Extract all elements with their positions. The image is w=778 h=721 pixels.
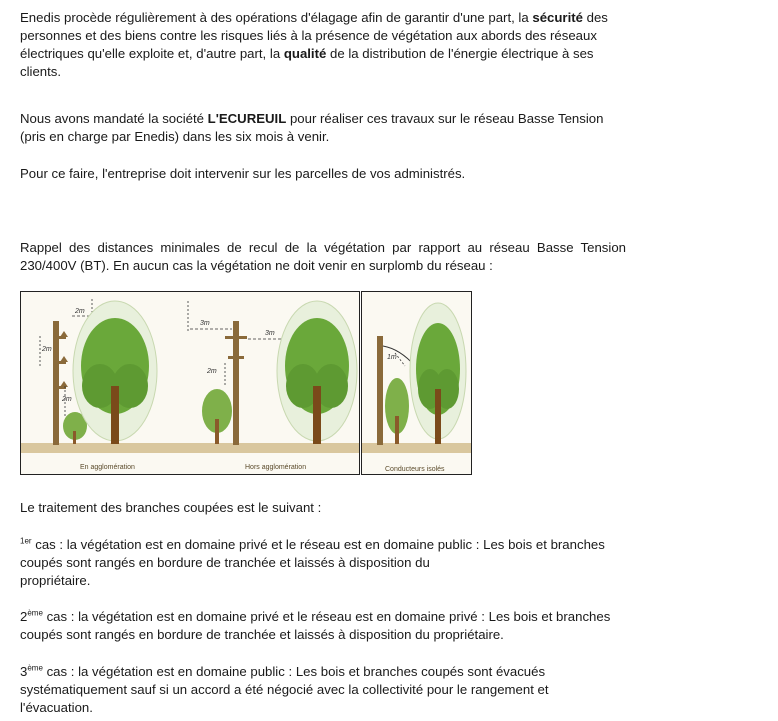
case-3 [20,663,580,717]
mandate-text-1: Nous avons mandaté la société [20,111,208,126]
dim-p3: 1m [387,354,397,361]
mandate-paragraph [20,110,630,146]
pole-3 [377,336,383,445]
rappel-paragraph: Rappel des distances minimales de recul de la végétation par rapport au réseau Basse Tension 230/400V (BT). En aucun cas la végétation ne doit venir en surplomb du réseau : [20,240,626,273]
intro-paragraph [20,9,630,81]
panel-label-hors-agglomeration: Hors agglomération [245,464,307,471]
pole-2 [233,321,239,445]
case-1-text-end: propriétaire. [20,573,91,588]
ground-strip-1 [21,443,359,453]
intro-bold-qualite: qualité [283,46,327,61]
case-2-number: 2 [20,609,28,624]
dim-p1-low: 2m [62,396,72,403]
intro-bold-securite: sécurité [532,10,583,25]
case-3-number: 3 [20,664,28,679]
dim-p1-side: 2m [42,346,52,353]
case-3-text: cas : la végétation est en domaine public : Les bois et branches coupés sont évacués systématiquement sauf si un accord a été négocié avec la collectivité pour le rangement et l'évacuation. [20,664,549,715]
traitement-heading: Le traitement des branches coupées est le suivant : [20,500,322,515]
panel-label-conducteurs-isoles: Conducteurs isolés [385,466,445,473]
tree-trunk-1 [111,386,119,444]
case-2-ordinal: ème [27,608,43,618]
case-1-text: cas : la végétation est en domaine privé et le réseau est en domaine public : Les bois et branches coupés sont rangés en bordure de tranchée et laissés à disposition du [20,537,605,570]
case-2-text: cas : la végétation est en domaine privé et le réseau est en domaine privé : Les bois et branches coupés sont rangés en bordure de tranchée et laissés à disposition du propriétaire. [20,609,611,642]
panel-label-agglomeration: En agglomération [80,464,135,471]
dim-p2-right: 3m [265,330,275,337]
case-2 [20,608,630,644]
intro-text-2: des personnes et des biens contre les risques liés à la présence de végétation aux abords des réseaux électriques qu'elle exploite et, d'autre part, la [20,10,608,61]
intro-text-1: Enedis procède régulièrement à des opérations d'élagage afin de garantir d'une part, la [20,10,533,25]
tree-trunk-2 [313,386,321,444]
dim-p2-left: 3m [200,320,210,327]
case-1 [20,536,620,590]
mandate-text-2: pour réaliser ces travaux sur le réseau Basse Tension (pris en charge par Enedis) dans les six mois à venir. [20,111,604,144]
case-1-ordinal: 1er [20,536,32,546]
distance-illustration [20,291,472,475]
tree-trunk-3 [435,389,441,444]
dim-p2-low: 2m [207,368,217,375]
dim-p1-top: 2m [75,308,85,315]
pole-1 [53,321,59,445]
mandate-company-name: L'ECUREUIL [207,111,287,126]
intervene-paragraph: Pour ce faire, l'entreprise doit intervenir sur les parcelles de vos administrés. [20,166,466,181]
case-3-ordinal: ème [27,663,43,673]
intro-text-3: de la distribution de l'énergie électrique à ses clients. [20,46,594,79]
